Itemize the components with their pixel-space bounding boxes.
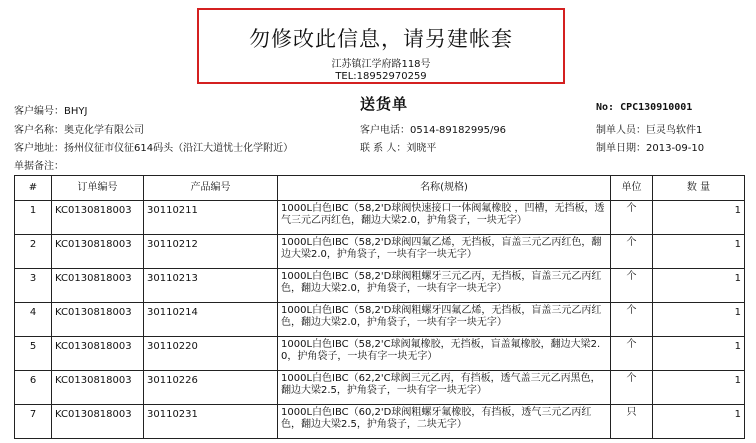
table-row bbox=[15, 337, 745, 371]
cell-name-spec: 1000L白色IBC（60,2'D球阀粗螺牙氟橡胶，有挡板，透气三元乙丙红色，翻边大梁2.5，护角袋子，二块无字） bbox=[278, 405, 611, 439]
column-header-quantity: 数 量 bbox=[653, 176, 745, 201]
table-row bbox=[15, 371, 745, 405]
document-title: 送货单 bbox=[360, 95, 409, 113]
cell-unit: 个 bbox=[611, 337, 653, 371]
cell-order-no: KC0130818003 bbox=[52, 337, 144, 371]
document-number: No: CPC130910001 bbox=[596, 102, 693, 113]
cell-index: 7 bbox=[15, 405, 52, 439]
cell-product-no: 30110212 bbox=[144, 235, 278, 269]
column-header-unit: 单位 bbox=[611, 176, 653, 201]
cell-name-spec: 1000L白色IBC（58,2'D球阀粗螺牙三元乙丙，无挡板，盲盖三元乙丙红色，翻边大梁2.0，护角袋子，一块有字一块无字） bbox=[278, 269, 611, 303]
cell-order-no: KC0130818003 bbox=[52, 201, 144, 235]
document-maker: 制单人员：巨灵鸟软件1 bbox=[596, 125, 703, 136]
cell-unit: 个 bbox=[611, 235, 653, 269]
column-header-order-no: 订单编号 bbox=[52, 176, 144, 201]
cell-quantity: 1 bbox=[653, 303, 745, 337]
column-header-product-no: 产品编号 bbox=[144, 176, 278, 201]
cell-quantity: 1 bbox=[653, 405, 745, 439]
document-remark: 单据备注： bbox=[14, 161, 64, 172]
header-notice-box bbox=[197, 8, 565, 84]
delivery-items-table bbox=[14, 175, 745, 439]
cell-index: 5 bbox=[15, 337, 52, 371]
table-row bbox=[15, 405, 745, 439]
customer-name: 客户名称：奥克化学有限公司 bbox=[14, 125, 144, 136]
cell-name-spec: 1000L白色IBC（62,2'C球阀三元乙丙，有挡板，透气盖三元乙丙黑色，翻边大梁2.5，护角袋子，一块有字一块无字） bbox=[278, 371, 611, 405]
cell-product-no: 30110211 bbox=[144, 201, 278, 235]
column-header-index: # bbox=[15, 176, 52, 201]
cell-product-no: 30110213 bbox=[144, 269, 278, 303]
cell-product-no: 30110231 bbox=[144, 405, 278, 439]
customer-address: 客户地址：扬州仪征市仪征614码头（沿江大道忧士化学附近） bbox=[14, 143, 294, 154]
cell-name-spec: 1000L白色IBC（58,2'D球阀四氟乙烯，无挡板，盲盖三元乙丙红色，翻边大梁2.0，护角袋子，一块有字一块无字） bbox=[278, 235, 611, 269]
cell-unit: 只 bbox=[611, 405, 653, 439]
column-header-name-spec: 名称(规格) bbox=[278, 176, 611, 201]
cell-unit: 个 bbox=[611, 201, 653, 235]
customer-phone: 客户电话：0514-89182995/96 bbox=[360, 125, 507, 136]
cell-quantity: 1 bbox=[653, 235, 745, 269]
cell-order-no: KC0130818003 bbox=[52, 405, 144, 439]
table-row bbox=[15, 235, 745, 269]
cell-index: 2 bbox=[15, 235, 52, 269]
customer-code: 客户编号：BHYJ bbox=[14, 106, 88, 117]
cell-quantity: 1 bbox=[653, 201, 745, 235]
cell-name-spec: 1000L白色IBC（58,2'D球阀粗螺牙四氟乙烯，无挡板，盲盖三元乙丙红色，翻边大梁2.0，护角袋子，一块有字一块无字） bbox=[278, 303, 611, 337]
cell-product-no: 30110220 bbox=[144, 337, 278, 371]
cell-quantity: 1 bbox=[653, 371, 745, 405]
header-notice: 勿修改此信息，请另建帐套 bbox=[249, 27, 513, 51]
header-address: 江苏镇江学府路118号 bbox=[331, 59, 431, 70]
cell-unit: 个 bbox=[611, 269, 653, 303]
table-row bbox=[15, 269, 745, 303]
contact-person: 联 系 人：刘晓平 bbox=[360, 143, 437, 154]
cell-index: 4 bbox=[15, 303, 52, 337]
cell-unit: 个 bbox=[611, 371, 653, 405]
cell-index: 1 bbox=[15, 201, 52, 235]
cell-name-spec: 1000L白色IBC（58,2'D球阀快速接口一体阀氟橡胶 ，凹槽，无挡板，透气三元乙丙红色，翻边大梁2.0，护角袋子，一块无字） bbox=[278, 201, 611, 235]
document-date: 制单日期：2013-09-10 bbox=[596, 143, 705, 154]
cell-order-no: KC0130818003 bbox=[52, 371, 144, 405]
cell-quantity: 1 bbox=[653, 269, 745, 303]
cell-name-spec: 1000L白色IBC（58,2'C球阀氟橡胶，无挡板，盲盖氟橡胶，翻边大梁2.0，护角袋子，一块有字一块无字） bbox=[278, 337, 611, 371]
cell-product-no: 30110214 bbox=[144, 303, 278, 337]
cell-order-no: KC0130818003 bbox=[52, 303, 144, 337]
cell-order-no: KC0130818003 bbox=[52, 235, 144, 269]
header-tel: TEL:18952970259 bbox=[335, 71, 427, 82]
cell-product-no: 30110226 bbox=[144, 371, 278, 405]
cell-index: 6 bbox=[15, 371, 52, 405]
table-row bbox=[15, 201, 745, 235]
table-row bbox=[15, 303, 745, 337]
cell-order-no: KC0130818003 bbox=[52, 269, 144, 303]
cell-unit: 个 bbox=[611, 303, 653, 337]
table-header-row bbox=[15, 176, 745, 201]
cell-index: 3 bbox=[15, 269, 52, 303]
cell-quantity: 1 bbox=[653, 337, 745, 371]
